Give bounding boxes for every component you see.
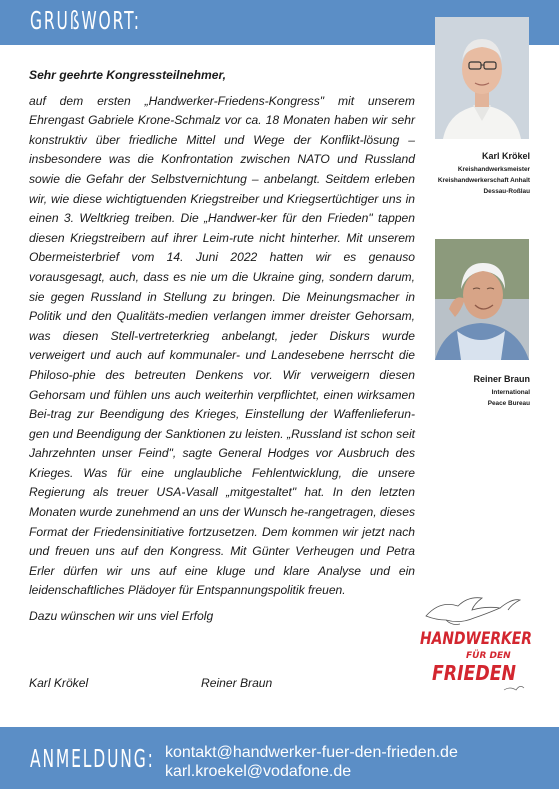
signature-karl-kroekel: Karl Krökel <box>29 676 89 690</box>
caption-reiner-braun <box>400 374 530 409</box>
salutation: Sehr geehrte Kongressteilnehmer, <box>29 68 226 82</box>
portrait-reiner-braun <box>435 239 529 360</box>
email-link-kroekel[interactable]: karl.kroekel@vodafone.de <box>165 763 352 780</box>
person-role: Kreishandwerkerschaft Anhalt <box>437 177 530 184</box>
person-name: Reiner Braun <box>473 374 530 384</box>
signature-reiner-braun: Reiner Braun <box>201 676 273 690</box>
person-role: Peace Bureau <box>487 400 530 407</box>
caption-karl-kroekel <box>400 151 530 197</box>
logo-line-2: FÜR DEN <box>466 651 511 661</box>
email-link-kontakt[interactable]: kontakt@handwerker-fuer-den-frieden.de <box>165 744 458 761</box>
letter <box>29 66 415 627</box>
closing-line: Dazu wünschen wir uns viel Erfolg <box>29 609 214 624</box>
page-title: GRUßWORT: <box>30 6 141 35</box>
logo-line-3: FRIEDEN <box>432 661 517 685</box>
person-name: Karl Krökel <box>481 151 530 161</box>
person-role: Dessau-Roßlau <box>483 188 530 195</box>
letter-body: auf dem ersten „Handwerker-Friedens-Kongress" mit unserem Ehrengast Gabriele Krone-Schmalz vor ca. 18 Monaten haben wir sehr konstruktiv über friedliche Mittel und Wege der Konflikt-lösung – insbesondere was die Konfrontation zwischen NATO und Russland sowie die Gefahr der Selbstvernichtung – anbelangt. Seitdem erleben wir, wie diese wichtigtuenden Kriegstreiber und Kriegsertüchtiger uns in einen 3. Weltkrieg treiben. Die „Handwer-ker für den Frieden" tappen diesen Kriegstreibern auf ihrer Leim-rute nicht hinterher. Mit unserem Obermeisterbrief vom 14. Juni 2022 hatten wir es genauso vorausgesagt, auch, dass es nie um die Ukraine ging, sondern darum, sie gegen Russland in Stellung zu bringen. Die Meinungsmacher in Politik und den Qualitäts-medien verlangen immer dreister Gehorsam, was diesen Stell-vertreterkrieg anbelangt, jeder Diskurs wurde verweigert und auch auf kommunaler- und Landesebene herrscht die Philoso-phie des betreuten Denkens vor. Wir verweigern diesen Gehorsam und fühlen uns auch weiterhin verpflichtet, einen wirksamen Bei-trag zur Beendigung des Krieges, Einstellung der Waffenlieferun-gen und Beendigung der Sanktionen zu leisten. „Russland ist schon seit Jahrzehnten unser Feind", sagte General Hodges vor Ausbruch des Krieges. Was für eine unglaubliche Fehlentwicklung, die unsere Regierung als treuer USA-Vasall „mitgestaltet" hat. In den letzten Monaten wurde zunehmend an uns der Wunsch he-rangetragen, dieses Format der Friedensinitiative fortzusetzen. Dem kommen wir jetzt nach und freuen uns auf den Kongress. Mit Günter Verheugen und Petra Erler dürfen wir uns auf eine kluge und klare Analyse und ein leidenschaftliches Plädoyer für Entspannungspolitik freuen. <box>29 93 415 598</box>
registration-label: ANMELDUNG: <box>30 744 155 773</box>
logo-line-1: HANDWERKER <box>420 629 532 649</box>
person-role: Kreishandwerksmeister <box>457 166 530 173</box>
portrait-karl-kroekel <box>435 17 529 139</box>
handwerker-fuer-den-frieden-logo <box>416 590 536 700</box>
contact-block <box>165 743 458 781</box>
dove-icon <box>426 598 520 625</box>
person-role: International <box>491 389 530 396</box>
